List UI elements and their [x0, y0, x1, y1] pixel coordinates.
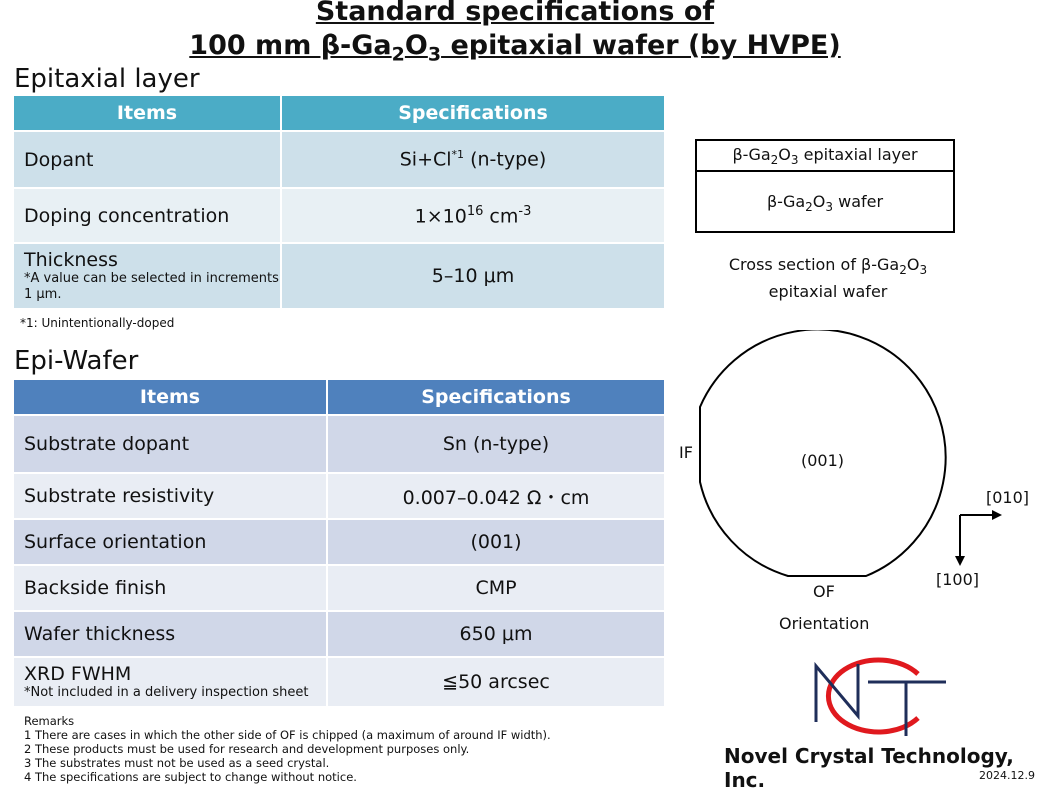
backside-finish-label: Backside finish — [13, 565, 327, 611]
remark-item: 4 The specifications are subject to change without notice. — [24, 770, 357, 784]
thickness-label: Thickness — [24, 249, 118, 271]
orientation-caption: Orientation — [779, 614, 870, 633]
remarks — [24, 714, 551, 784]
table-row — [13, 565, 665, 611]
table-row — [13, 611, 665, 657]
direction-010-label: [010] — [986, 488, 1030, 507]
table-row — [13, 657, 665, 707]
remark-item: 3 The substrates must not be used as a seed crystal. — [24, 756, 330, 770]
dopant-label: Dopant — [13, 131, 281, 188]
remark-item: 2 These products must be used for research and development purposes only. — [24, 742, 470, 756]
table-row — [13, 188, 665, 243]
epitaxial-footnote: *1: Unintentionally-doped — [20, 316, 175, 330]
arrow-100-head — [955, 556, 965, 566]
company-name: Novel Crystal Technology, Inc. — [724, 744, 1014, 792]
backside-finish-value: CMP — [327, 565, 665, 611]
epi-wafer-table — [12, 378, 666, 708]
table-row — [13, 473, 665, 519]
column-header-items: Items — [13, 379, 327, 415]
cross-section-caption: Cross section of $\beta-Ga_2O_3$ epitaxial wafer — [728, 255, 928, 302]
thickness-note: *A value can be selected in increments 1 μm. — [24, 271, 279, 302]
document-date: 2024.12.9 — [979, 769, 1035, 782]
substrate-resistivity-value: 0.007–0.042 Ω・cm — [327, 473, 665, 519]
doping-concentration-value: $1\times 10^{16}$ $cm^{-3}$ — [281, 188, 665, 243]
column-header-items: Items — [13, 95, 281, 131]
arrow-010-head — [992, 510, 1002, 520]
plane-label: (001) — [801, 451, 845, 470]
surface-orientation-value: (001) — [327, 519, 665, 565]
page-title — [0, 0, 1030, 28]
thickness-value: 5–10 μm — [281, 243, 665, 309]
table-row — [13, 415, 665, 473]
remark-item: 1 There are cases in which the other side of OF is chipped (a maximum of around IF width). — [24, 728, 551, 742]
wafer-thickness-value: 650 μm — [327, 611, 665, 657]
direction-100-label: [100] — [936, 570, 980, 589]
column-header-specifications: Specifications — [281, 95, 665, 131]
cross-section-diagram — [695, 139, 955, 233]
epitaxial-layer-box: $\beta-Ga_2O_3$ epitaxial layer — [697, 141, 953, 172]
wafer-thickness-label: Wafer thickness — [13, 611, 327, 657]
dopant-value: $Si+Cl^{*1}$ (n-type) — [281, 131, 665, 188]
epi-wafer-heading: Epi-Wafer — [14, 346, 139, 376]
wafer-orientation-diagram — [680, 330, 1046, 640]
column-header-specifications: Specifications — [327, 379, 665, 415]
if-label: IF — [679, 443, 693, 462]
remarks-title: Remarks — [24, 714, 75, 728]
doping-concentration-label: Doping concentration — [13, 188, 281, 243]
substrate-resistivity-label: Substrate resistivity — [13, 473, 327, 519]
title-line-1: Standard specifications of — [315, 0, 715, 27]
xrd-note: *Not included in a delivery inspection sheet — [24, 685, 309, 700]
of-label: OF — [813, 582, 835, 601]
epitaxial-layer-heading: Epitaxial layer — [14, 64, 200, 94]
xrd-value: ≦50 arcsec — [327, 657, 665, 707]
table-row — [13, 131, 665, 188]
epitaxial-layer-table — [12, 94, 666, 310]
xrd-label: XRD FWHM — [24, 663, 132, 685]
page-title-line-2: 100 mm $\beta-Ga_2O_3$ epitaxial wafer (by HVPE) — [189, 30, 841, 66]
substrate-dopant-value: Sn (n-type) — [327, 415, 665, 473]
company-logo-icon — [800, 652, 960, 738]
xrd-cell — [13, 657, 327, 707]
substrate-dopant-label: Substrate dopant — [13, 415, 327, 473]
surface-orientation-label: Surface orientation — [13, 519, 327, 565]
table-row — [13, 519, 665, 565]
thickness-cell — [13, 243, 281, 309]
table-row — [13, 243, 665, 309]
wafer-box: $\beta-Ga_2O_3$ wafer — [766, 192, 884, 215]
